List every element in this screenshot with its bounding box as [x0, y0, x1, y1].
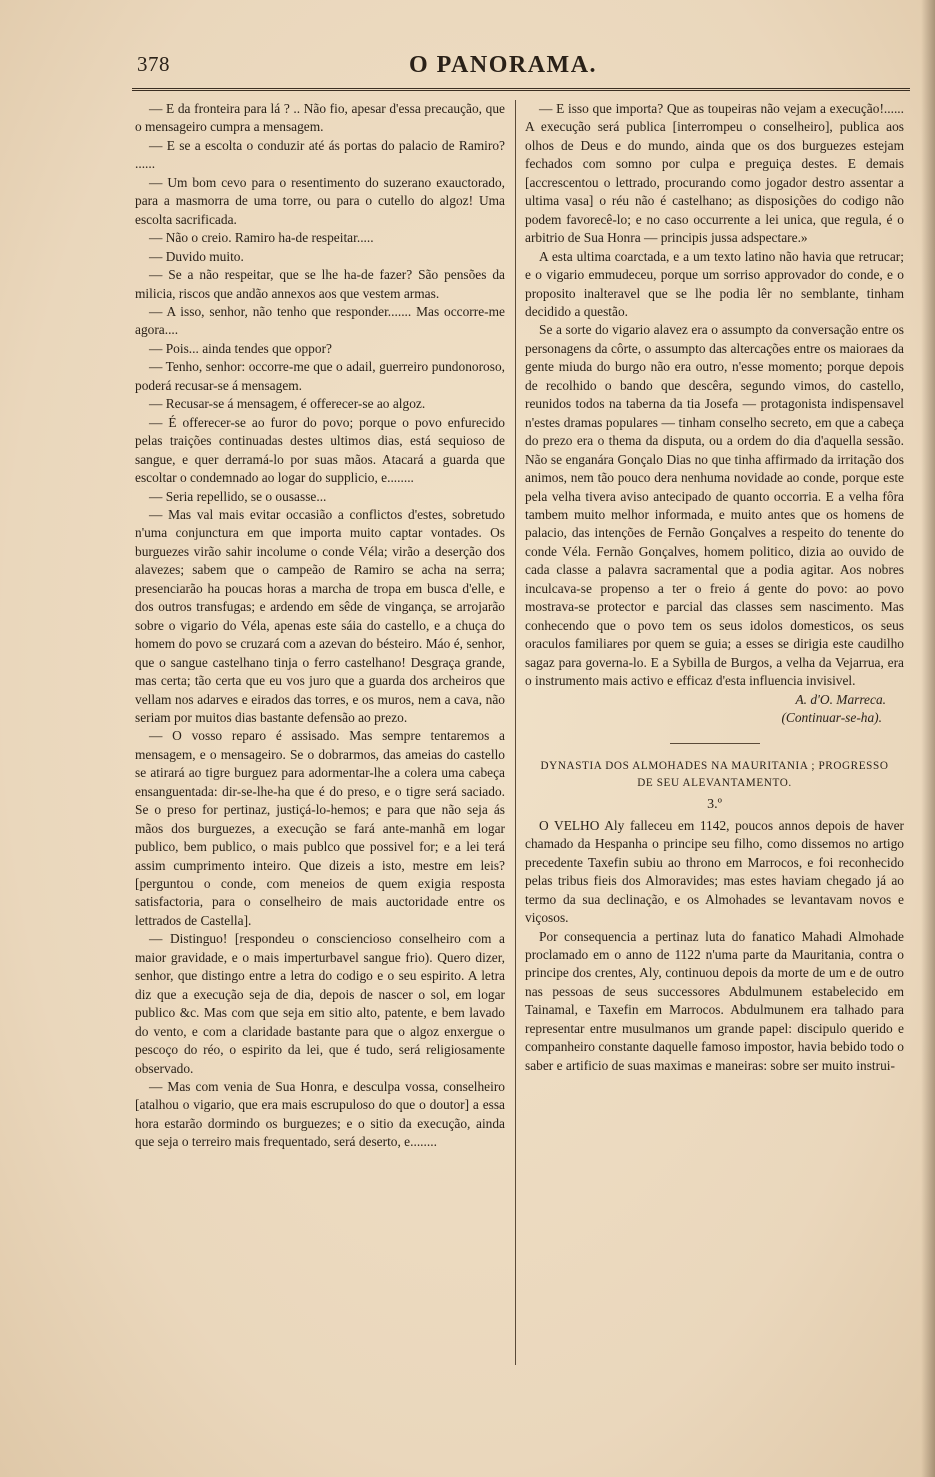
- page-edge-shadow: [921, 0, 935, 1477]
- paragraph: — Pois... ainda tendes que oppor?: [149, 340, 332, 356]
- paragraph: O VELHO Aly falleceu em 1142, poucos annos depois de haver chamado da Hespanha o principe seu filho, como dissemos no artigo precedente Taxefin subiu ao throno em Marrocos, e foi reconhecido pelas tribus fieis dos Almoravides; mas estes haviam chegado já ao termo da sua declinação, e os Almohades se levantavam novos e viçosos.: [525, 817, 904, 926]
- paragraph: — Um bom cevo para o resentimento do suzerano exauctorado, para a masmorra de uma torre, ou para o cutello do algoz! Uma escolta sacrificada.: [135, 174, 505, 227]
- author-signature: A. d'O. Marreca.: [795, 691, 886, 707]
- paragraph: — E da fronteira para lá ? .. Não fio, apesar d'essa precaução, que o mensageiro cumpra a mensagem.: [135, 101, 505, 135]
- paragraph: — E isso que importa? Que as toupeiras não vejam a execução!...... A execução será publica [interrompeu o conselheiro], publica aos olhos de Deus e do mundo, ainda que os dos burguezes estejam fechados com somno por culpa e preguiça destes. E demais [accrescentou o lettrado, procurando como jogador destro assentar a ultima vasa] o réu não é castelhano; as disposições do codigo não podem favorecê-lo; e no caso occurrente a lei unica, que regula, é o arbitrio de Sua Honra — principis jussa adspectare.»: [525, 101, 904, 246]
- paragraph: — Mas com venia de Sua Honra, e desculpa vossa, conselheiro [atalhou o vigario, que era mais escrupuloso do que o doutor] a essa hora estarão dormindo os burguezes; e o sitio da execução, ainda que seja o terreiro mais frequentado, será deserto, e........: [135, 1079, 505, 1150]
- paragraph: — Não o creio. Ramiro ha-de respeitar.....: [149, 230, 374, 246]
- paragraph: Se a sorte do vigario alavez era o assumpto da conversação entre os personagens da côrte, o assumpto das altercações entre os maioraes da gente miuda do burgo não era outro, n'esse momento; porque depois de recolhido o bando que descêra, segundo vimos, do castello, reunidos todos na taberna da tia Josefa — protagonista indispensavel n'estes dramas populares — tinham conselho secreto, em que a cabeça do prezo era o thema da disputa, ou a ordem do dia d'aquella sessão. Não se enganára Gonçalo Dias no que tinha affirmado da irritação dos animos, nem tão pouco dera nenhuma novidade ao conde, porque este pela velha tivera aviso antecipado de quanto occorria. E a velha fôra tambem muito melhor informada, e muito antes que os homens de palacio, das intenções de Fernão Gonçalves a respeito do tenente do conde Véla. Fernão Gonçalves, homem politico, dizia ao ouvido de cada classe a palavra sacramental que a podia agitar. Aos nobres inculcava-se propenso a ter o freio á gente do povo: ao povo mostrava-se protector e parcial das classes sem nascimento. Mas conhecendo que o povo tem os seus idolos domesticos, os seus oraculos familiares por quem se guia; a esses se dirigia este caudilho sagaz para governa-lo. E a Sybilla de Burgos, a velha da Vejarrua, era o instrumento mais activo e efficaz d'esta influencia invisivel.: [525, 322, 904, 689]
- paragraph: A esta ultima coarctada, e a um texto latino não havia que retrucar; e o vigario emmudeceu, porque um sorriso approvador do conde, e o proposito inalteravel que se lhe podia lêr no semblante, tinham decidido a questão.: [525, 248, 904, 319]
- paragraph: — Tenho, senhor: occorre-me que o adail, guerreiro pundonoroso, poderá recusar-se á mensagem.: [135, 359, 505, 393]
- paragraph: Por consequencia a pertinaz luta do fanatico Mahadi Almohade proclamado em o anno de 1122 n'uma parte da Mauritania, contra o principe dos crentes, Aly, continuou depois da morte de um e de outro nas pessoas de seus successores Abdulmunem estabelecido em Tainamal, e Taxefin em Marrocos. Abdulmunem era talhado para representar entre musulmanos um grande papel: discipulo querido e companheiro constante daquelle famoso impostor, havia bebido todo o saber e artificio de suas maximas e maneiras: sobre ser muito instrui-: [525, 928, 904, 1073]
- column-divider: [515, 100, 516, 1365]
- running-title: O PANORAMA.: [409, 52, 598, 78]
- paragraph: — Duvido muito.: [149, 248, 244, 264]
- paragraph: — Recusar-se á mensagem, é offerecer-se ao algoz.: [149, 396, 426, 412]
- paragraph: — Mas val mais evitar occasião a conflictos d'estes, sobretudo n'uma conjunctura em que importa muito captar vontades. Os burguezes virão sahir incolume o conde Véla; virão a deserção dos alavezes; sabem que o campeão de Ramiro se acha na serra; presenciarão ha poucas horas a marcha de tropa em busca d'elle, e dos outros transfugas; e ardendo em sêde de vingança, se arrojarão sobre o vigario do Véla, apenas este sáia do castello, e a chuça do homem do povo se cruzará com a azevan do bésteiro. Máo é, senhor, que o sangue castelhano tinja o ferro castelhano! Desgraça grande, mas certa; tão certa que eu vos juro que a guarda dos archeiros que vellam nos adarves e eirados das torres, e os muros, nem a cava, não seriam por muitos dias bastante defensão ao prezo.: [135, 506, 505, 725]
- paragraph: — E se a escolta o conduzir até ás portas do palacio de Ramiro? ......: [135, 137, 505, 172]
- section-heading-line1: DYNASTIA DOS ALMOHADES NA MAURITANIA ; PROGRESSO: [540, 760, 889, 773]
- paragraph: — É offerecer-se ao furor do povo; porque o povo enfurecido pelas traições continuadas destes ultimos dias, está sequioso de sangue, e quer derramá-lo por suas mãos. Atacará a guarda que escoltar o condemnado ao logar do supplicio, e........: [135, 414, 505, 486]
- section-number: 3.º: [707, 797, 722, 813]
- section-heading-line2: DE SEU ALEVANTAMENTO.: [637, 777, 792, 790]
- left-column: [135, 100, 505, 1152]
- paragraph: — Seria repellido, se o ousasse...: [149, 488, 327, 504]
- paragraph: — Distinguo! [respondeu o consciencioso conselheiro com a maior gravidade, e o mais imperturbavel sangue frio). Quero dizer, senhor, que distingo entre a letra do codigo e o seu espirito. A letra diz que a execução seja de dia, depois de nascer o sol, em logar publico &c. Mas com que seja em sitio alto, patente, e bem lavado do vento, e com a claridade bastante para que o algoz enxergue o pescoço do réo, o espirito da lei, que é tudo, será religiosamente observado.: [135, 931, 505, 1076]
- paragraph: — O vosso reparo é assisado. Mas sempre tentaremos a mensagem, e o mensageiro. Se o dobrarmos, das ameias do castello se atirará ao tigre burguez para adormentar-lhe a colera uma cabeça ensanguentada: dir-se-lhe-ha que é do preso, e o tigre será saciado. Se o preso for pertinaz, justiçá-lo-hemos; e para que não seja ás mãos dos burguezes, a execução se fará ante-manhã em logar publico, bem publico, o mais publco que possivel for; e a lei terá assim cumprimento inteiro. Que dizeis a isto, mestre em leis? [perguntou o conde, com meneios de quem exigia resposta satisfactoria, para o conselheiro de mais auctoridade entre os lettrados de Castella].: [135, 728, 505, 928]
- paragraph: — A isso, senhor, não tenho que responder....... Mas occorre-me agora....: [135, 303, 505, 338]
- right-column: [525, 100, 904, 1075]
- paragraph: — Se a não respeitar, que se lhe ha-de fazer? São pensões da milicia, riscos que andão annexos aos que vestem armas.: [135, 267, 505, 301]
- section-divider: [670, 743, 760, 744]
- continuation-note: (Continuar-se-ha).: [781, 709, 882, 725]
- page-number: 378: [137, 52, 170, 76]
- header-rule: [132, 88, 910, 91]
